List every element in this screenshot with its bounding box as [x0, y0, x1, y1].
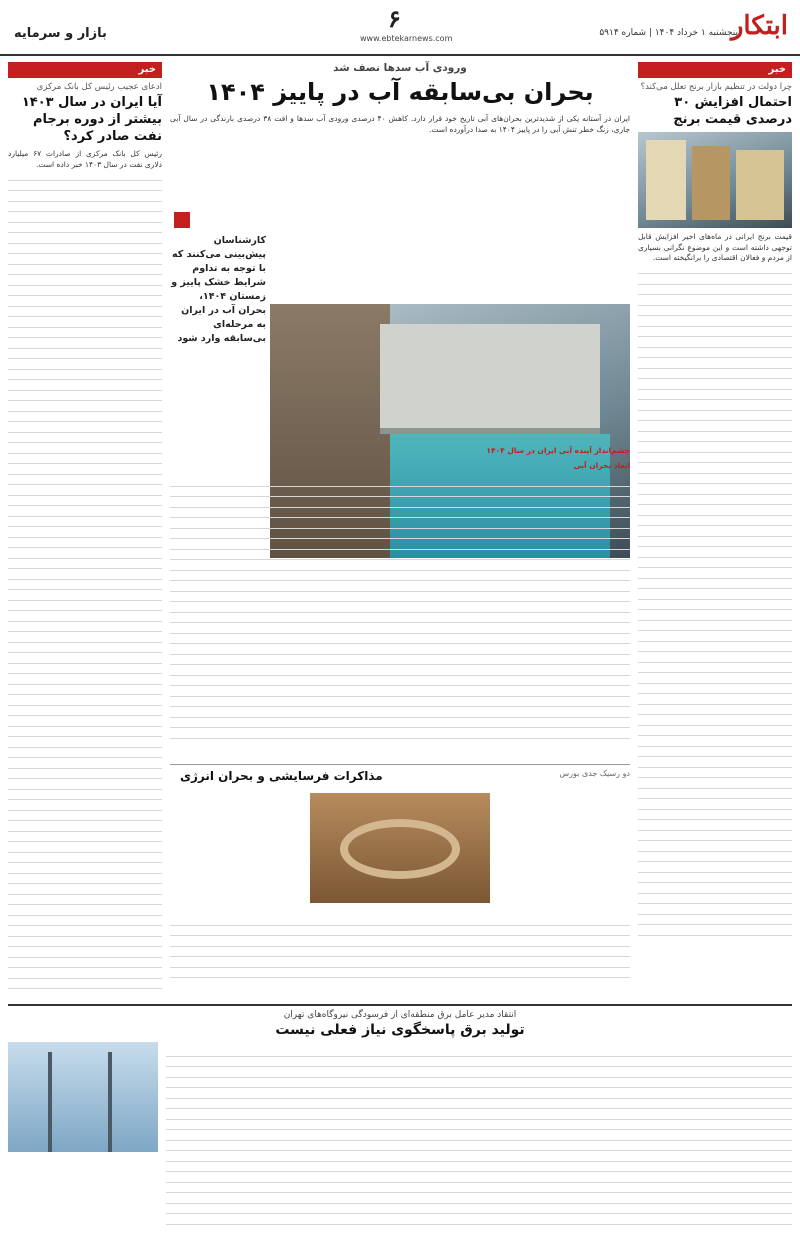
main-body — [170, 446, 630, 756]
main-article — [170, 62, 630, 994]
bottom-body — [166, 1046, 792, 1226]
callout-text: کارشناسان پیش‌بینی می‌کنند که با توجه به تداوم شرایط خشک پاییز و زمستان ۱۴۰۴، بحران آب در ایران به مرحله‌ای بی‌سابقه وارد شود — [171, 235, 266, 344]
main-section-subhead: چشم‌انداز آینده آبی ایران در سال ۱۴۰۴ — [486, 446, 630, 455]
parliament-photo — [310, 793, 490, 903]
left-body — [8, 170, 162, 990]
power-lines-photo — [8, 1042, 158, 1152]
right-tagline: چرا دولت در تنظیم بازار برنج تعلل می‌کند؟ — [640, 82, 792, 92]
left-tagline: ادعای عجیب رئیس کل بانک مرکزی — [36, 82, 162, 92]
section-title: بازار و سرمایه — [14, 26, 107, 41]
bottom-headline: تولید برق پاسخگوی نیاز فعلی نیست — [275, 1022, 525, 1038]
quote-icon — [174, 212, 190, 228]
news-tag: خبر — [638, 62, 792, 78]
left-body-intro: رئیس کل بانک مرکزی از صادرات ۶۷ میلیارد دلاری نفت در سال ۱۴۰۳ خبر داده است. — [8, 149, 162, 169]
page-number: ۶ — [388, 4, 401, 33]
page-header — [0, 0, 800, 56]
main-headline: بحران بی‌سابقه آب در پاییز ۱۴۰۴ — [206, 78, 594, 106]
right-column — [638, 62, 792, 994]
bottom-article — [8, 1004, 792, 1232]
issue-date: پنجشنبه ۱ خرداد ۱۴۰۴ | شماره ۵۹۱۴ — [599, 28, 738, 38]
rice-shop-photo — [638, 132, 792, 228]
middle-lower-article — [170, 764, 630, 994]
right-body-intro: قیمت برنج ایرانی در ماه‌های اخیر افزایش قابل توجهی داشته است و این موضوع نگرانی بسیاری از مردم و فعالان اقتصادی را برانگیخته است. — [638, 232, 792, 262]
main-lead: ایران در آستانه یکی از شدیدترین بحران‌های آبی تاریخ خود قرار دارد. کاهش ۴۰ درصدی ورودی آب سدها و افت ۳۸ درصدی بارندگی در سال آبی جاری، زنگ خطر تنش آبی را در پاییز ۱۴۰۴ به صدا درآورده است. — [170, 114, 630, 134]
lower-headline: مذاکرات فرسایشی و بحران انرژی — [180, 769, 383, 783]
news-tag: خبر — [8, 62, 162, 78]
bottom-kicker: انتقاد مدیر عامل برق منطقه‌ای از فرسودگی نیروگاه‌های تهران — [283, 1010, 517, 1020]
newspaper-logo: ابتکار — [730, 11, 788, 41]
left-column — [8, 62, 162, 994]
main-kicker: ورودی آب سدها نصف شد — [333, 62, 467, 74]
left-headline: آیا ایران در سال ۱۴۰۳ بیشتر از دوره برجام نفت صادر کرد؟ — [21, 95, 162, 144]
website-url[interactable]: www.ebtekarnews.com — [360, 34, 453, 43]
right-headline: احتمال افزایش ۳۰ درصدی قیمت برنج — [673, 95, 792, 127]
right-body — [638, 264, 792, 964]
callout-box — [170, 182, 266, 436]
main-subhead: ابعاد بحران آبی — [573, 460, 630, 470]
lower-byline: دو رسیک جدی بورس — [559, 769, 630, 778]
